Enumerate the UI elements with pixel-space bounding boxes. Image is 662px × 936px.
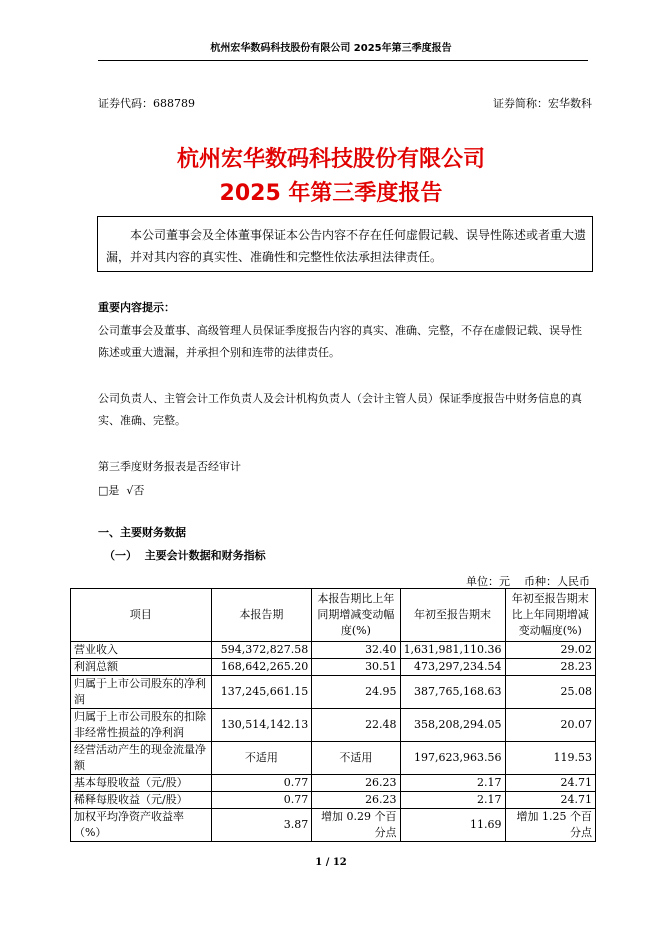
- important-heading: 重要内容提示：: [98, 301, 175, 314]
- row-label: 加权平均净资产收益率（%）: [71, 809, 212, 842]
- row-label: 归属于上市公司股东的扣除非经常性损益的净利润: [71, 709, 212, 742]
- column-header: 项目: [71, 589, 212, 642]
- report-title: 2025 年第三季度报告: [219, 181, 443, 206]
- section-heading: 一、主要财务数据: [98, 526, 186, 539]
- security-code: 证券代码：688789: [98, 97, 195, 110]
- table-cell: 32.40: [312, 642, 400, 659]
- page-number: 1 / 12: [315, 857, 347, 868]
- table-row: [71, 642, 596, 659]
- table-cell: 2.17: [400, 792, 505, 809]
- column-header: 本报告期: [211, 589, 312, 642]
- table-cell: 25.08: [505, 676, 595, 709]
- table-row: [71, 742, 596, 775]
- audit-answer: □是 √否: [98, 484, 145, 497]
- table-cell: 26.23: [312, 775, 400, 792]
- table-row: [71, 809, 596, 842]
- table-row: [71, 775, 596, 792]
- table-cell: 0.77: [211, 792, 312, 809]
- row-label: 营业收入: [71, 642, 212, 659]
- row-label: 经营活动产生的现金流量净额: [71, 742, 212, 775]
- running-header: 杭州宏华数码科技股份有限公司 2025年第三季度报告: [210, 43, 452, 54]
- header-rule: [98, 60, 588, 61]
- table-cell: 增加 1.25 个百分点: [505, 809, 595, 842]
- table-cell: 28.23: [505, 659, 595, 676]
- row-label: 归属于上市公司股东的净利润: [71, 676, 212, 709]
- row-label: 稀释每股收益（元/股）: [71, 792, 212, 809]
- unit-note: 单位：元 币种：人民币: [466, 575, 590, 588]
- table-cell: 不适用: [312, 742, 400, 775]
- table-cell: 130,514,142.13: [211, 709, 312, 742]
- important-paragraph-1: 公司董事会及董事、高级管理人员保证季度报告内容的真实、准确、完整，不存在虚假记载、误导性陈述或重大遗漏，并承担个别和连带的法律责任。: [98, 324, 582, 359]
- table-cell: 24.71: [505, 792, 595, 809]
- financial-indicators-table: [70, 588, 596, 842]
- important-paragraph-2: 公司负责人、主管会计工作负责人及会计机构负责人（会计主管人员）保证季度报告中财务信息的真实、准确、完整。: [98, 392, 582, 427]
- table-cell: 387,765,168.63: [400, 676, 505, 709]
- table-row: [71, 709, 596, 742]
- table-cell: 22.48: [312, 709, 400, 742]
- table-header-row: [71, 589, 596, 642]
- table-cell: 168,642,265.20: [211, 659, 312, 676]
- table-row: [71, 659, 596, 676]
- table-cell: 24.71: [505, 775, 595, 792]
- subsection-heading: （一） 主要会计数据和财务指标: [104, 549, 266, 562]
- table-cell: 137,245,661.15: [211, 676, 312, 709]
- column-header: 年初至报告期末比上年同期增减变动幅度(%): [505, 589, 595, 642]
- table-cell: 增加 0.29 个百分点: [312, 809, 400, 842]
- table-cell: 119.53: [505, 742, 595, 775]
- audit-question: 第三季度财务报表是否经审计: [98, 460, 241, 473]
- column-header: 本报告期比上年同期增减变动幅度(%): [312, 589, 400, 642]
- table-cell: 29.02: [505, 642, 595, 659]
- table-row: [71, 792, 596, 809]
- company-title: 杭州宏华数码科技股份有限公司: [176, 147, 485, 172]
- table-cell: 20.07: [505, 709, 595, 742]
- table-cell: 3.87: [211, 809, 312, 842]
- table-cell: 11.69: [400, 809, 505, 842]
- table-row: [71, 676, 596, 709]
- row-label: 利润总额: [71, 659, 212, 676]
- column-header: 年初至报告期末: [400, 589, 505, 642]
- table-cell: 358,208,294.05: [400, 709, 505, 742]
- table-cell: 594,372,827.58: [211, 642, 312, 659]
- row-label: 基本每股收益（元/股）: [71, 775, 212, 792]
- table-cell: 不适用: [211, 742, 312, 775]
- table-cell: 1,631,981,110.36: [400, 642, 505, 659]
- table-cell: 30.51: [312, 659, 400, 676]
- table-cell: 0.77: [211, 775, 312, 792]
- table-cell: 26.23: [312, 792, 400, 809]
- table-cell: 197,623,963.56: [400, 742, 505, 775]
- table-cell: 473,297,234.54: [400, 659, 505, 676]
- security-abbreviation: 证券简称：宏华数科: [493, 97, 592, 110]
- table-cell: 24.95: [312, 676, 400, 709]
- board-notice-box: 本公司董事会及全体董事保证本公告内容不存在任何虚假记载、误导性陈述或者重大遗漏，并对其内容的真实性、准确性和完整性依法承担法律责任。: [97, 216, 593, 272]
- table-cell: 2.17: [400, 775, 505, 792]
